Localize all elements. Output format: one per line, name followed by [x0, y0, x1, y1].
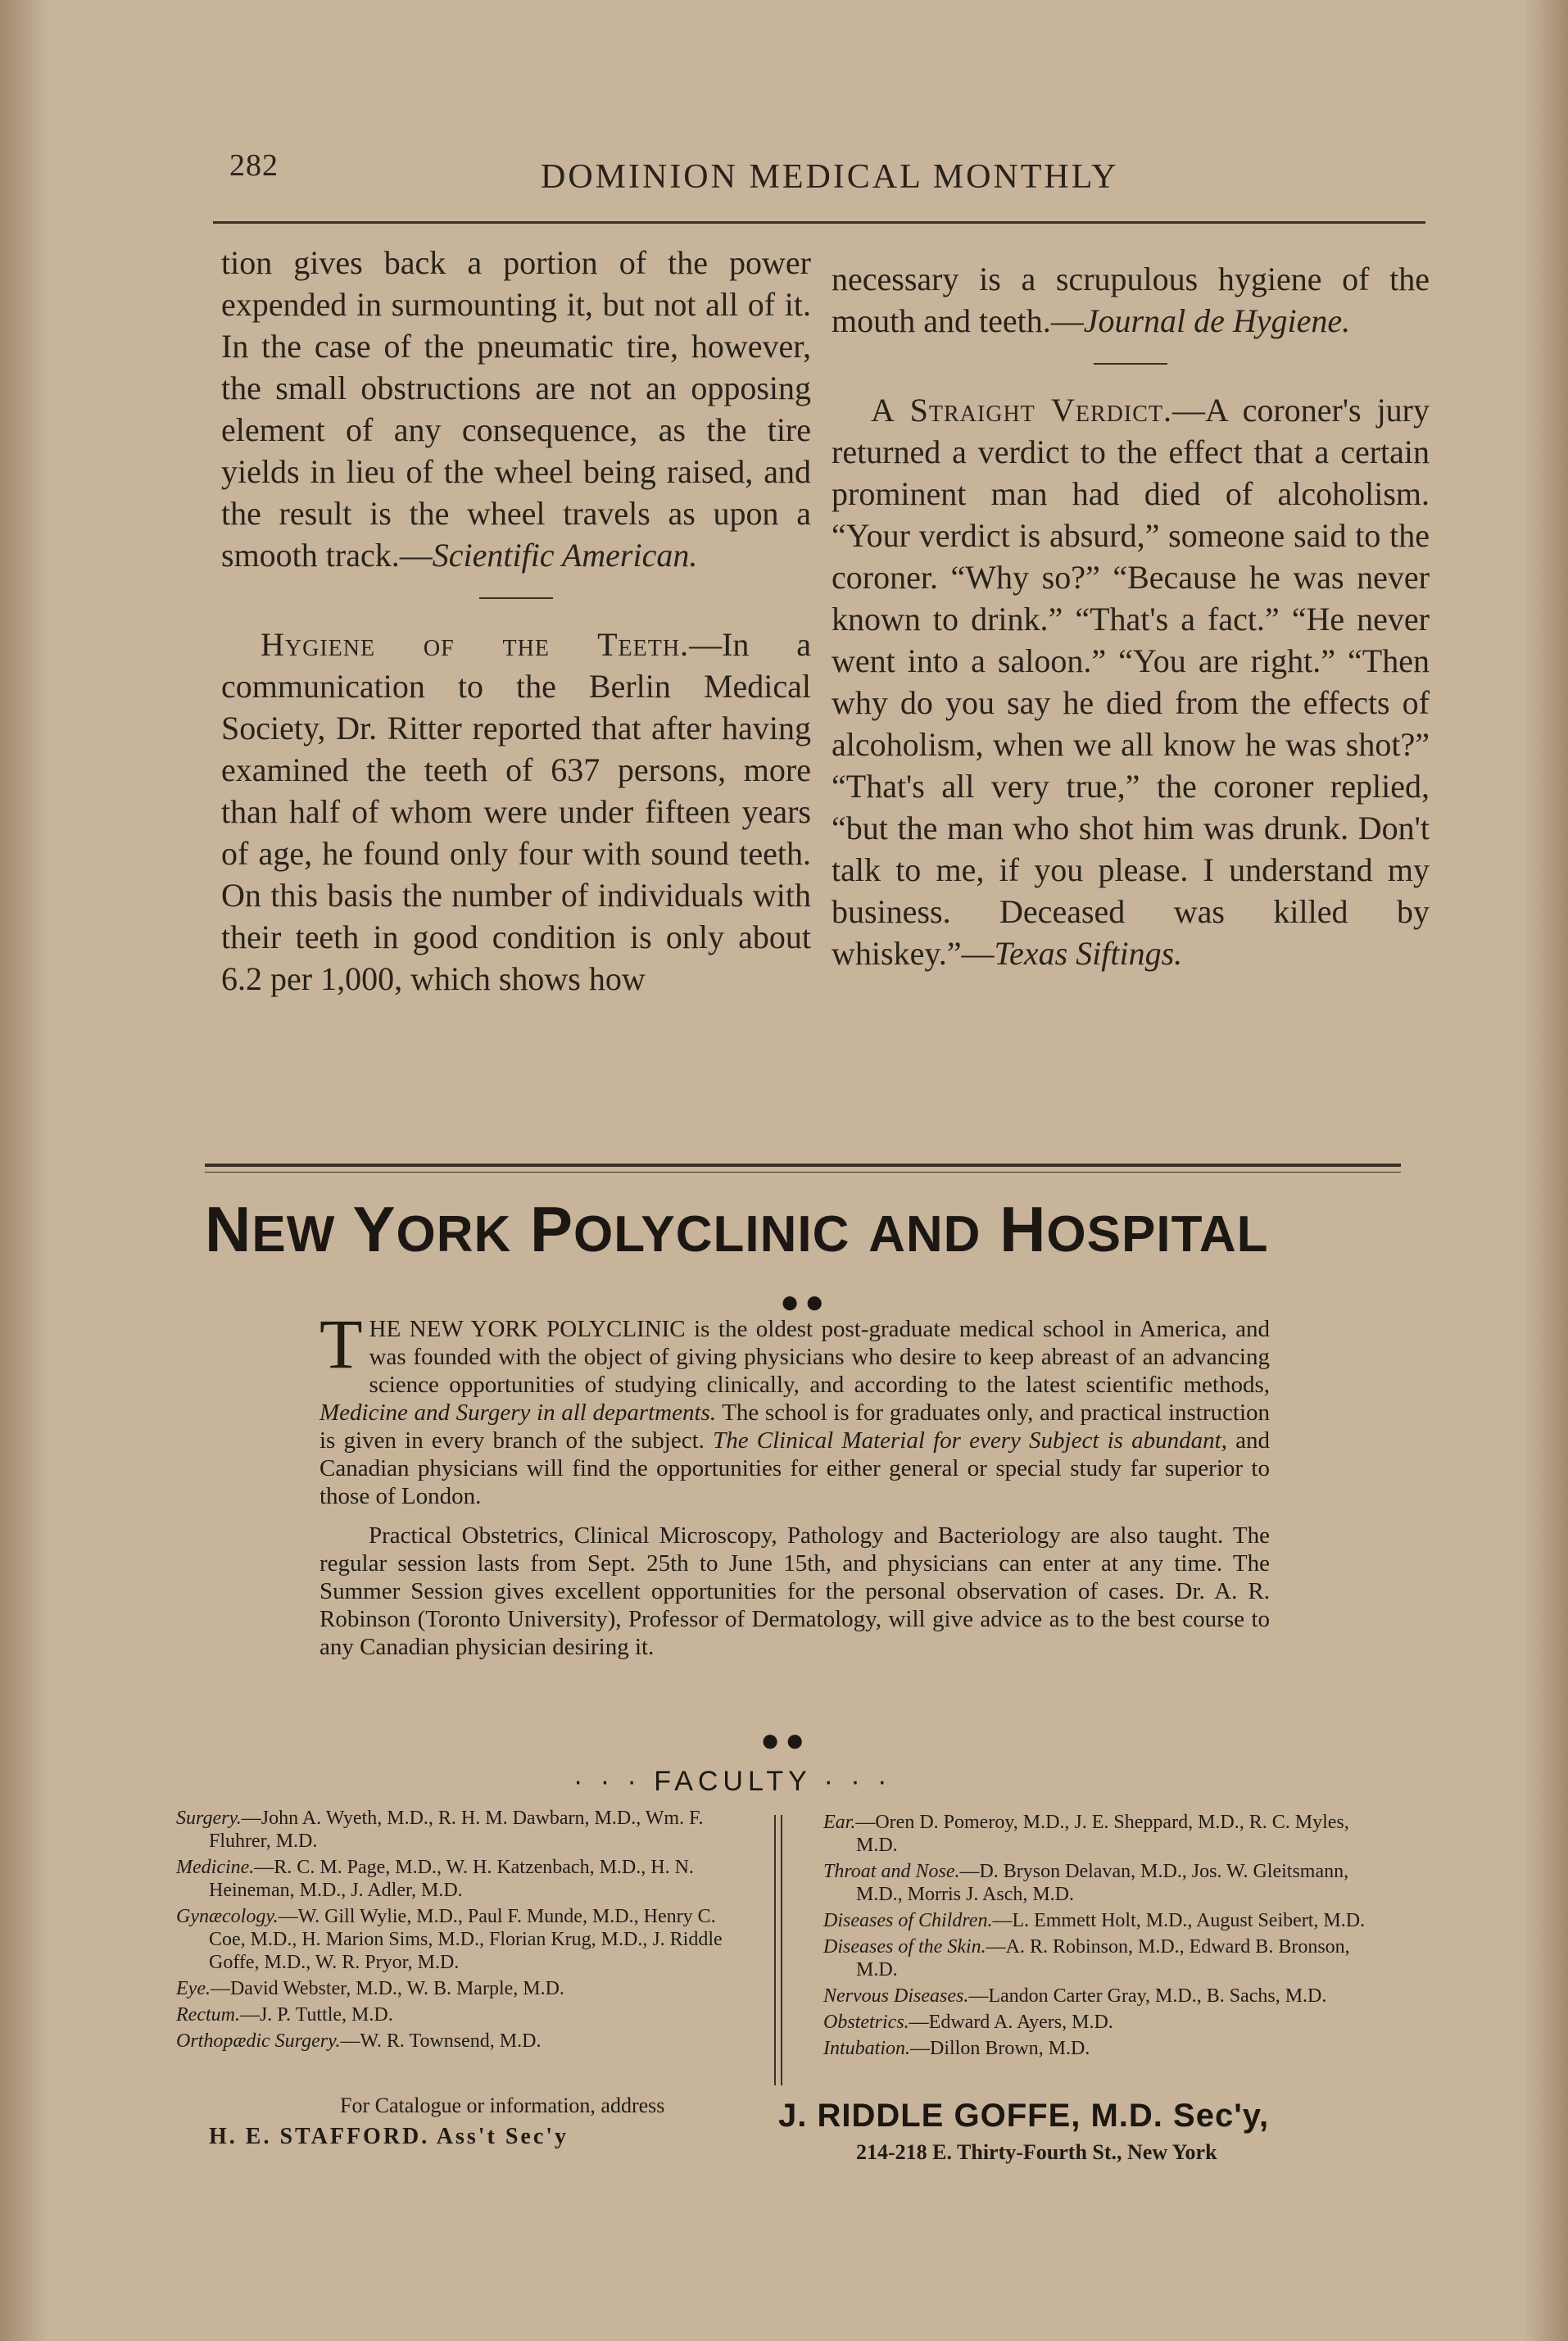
faculty-entry: Rectum.—J. P. Tuttle, M.D.: [176, 2004, 393, 2026]
ad-top-rule: [205, 1164, 1401, 1167]
journal-title: DOMINION MEDICAL MONTHLY: [541, 158, 1119, 196]
source-journal-de-hygiene: Journal de Hygiene.: [1083, 302, 1351, 339]
faculty-entry: Obstetrics.—Edward A. Ayers, M.D.: [823, 2012, 1113, 2033]
article-heading: Hygiene of the Teeth.: [261, 626, 690, 663]
right-column: [832, 258, 1430, 984]
left-column: [221, 242, 811, 1009]
ornament-dots: ●●: [780, 1283, 830, 1320]
source-scientific-american: Scientific American.: [432, 537, 698, 574]
faculty-entry: Gynæcology.—W. Gill Wylie, M.D., Paul F. Munde, M.D., Henry C. Coe, M.D., H. Marion Sims, M.D., Florian Krug, M.D., J. Riddle Goffe, M.D., W. R. Pryor, M.D.: [176, 1906, 723, 1973]
ad-paragraph-1: THE NEW YORK POLYCLINIC is the oldest post-graduate medical school in America, and was founded with the object of giving physicians who desire to keep abreast of an advancing science opportunities of studying clinically, and according to the latest scientific methods, Medicine and Surgery in all departments. The school is for graduates only, and practical instruction is given in every branch of the subject. The Clinical Material for every Subject is abundant, and Canadian physicians will find the opportunities for either general or special study far superior to those of London.: [319, 1304, 1271, 1509]
faculty-entry: Nervous Diseases.—Landon Carter Gray, M.D., B. Sachs, M.D.: [823, 1985, 1327, 2007]
faculty-entry: Throat and Nose.—D. Bryson Delavan, M.D., Jos. W. Gleitsmann, M.D., Morris J. Asch, M.D.: [823, 1861, 1349, 1905]
drop-cap: T: [319, 1304, 363, 1383]
article-hygiene-teeth: Hygiene of the Teeth.—In a communication to the Berlin Medical Society, Dr. Ritter reported that after having examined the teeth of 637 persons, more than half of whom were under fifteen years of age, he found only four with sound teeth. On this basis the number of individuals with their teeth in good condition is only about 6.2 per 1,000, which shows how: [221, 626, 811, 997]
ad-paragraph-2: Practical Obstetrics, Clinical Microscopy, Pathology and Bacteriology are also taught. The regular session lasts from Sept. 25th to June 15th, and physicians can enter at any time. The Summer Session gives excellent opportunities for the personal observation of cases. Dr. A. R. Robinson (Toronto University), Professor of Dermatology, will give advice as to the best course to any Canadian physician desiring it.: [319, 1522, 1270, 1660]
article-heading: A Straight Verdict.: [871, 392, 1173, 429]
ad-body: [319, 1304, 1271, 1672]
faculty-entry: Intubation.—Dillon Brown, M.D.: [823, 2038, 1090, 2059]
faculty-divider: [774, 1815, 776, 2085]
faculty-entry: Diseases of Children.—L. Emmett Holt, M.D., August Seibert, M.D.: [823, 1910, 1366, 1931]
faculty-entry: Eye.—David Webster, M.D., W. B. Marple, M.D.: [176, 1978, 564, 1999]
faculty-left-column: [176, 1807, 741, 2056]
left-para-continued: tion gives back a portion of the power expended in surmounting it, but not all of it. In the case of the pneumatic tire, however, the small obstructions are not an opposing element of any consequence, as the tire yields in lieu of the wheel being raised, and the result is the wheel travels as upon a smooth track.—Scientific American.: [221, 244, 811, 574]
section-separator: [479, 597, 553, 599]
ad-top-rule-thin: [205, 1172, 1401, 1173]
faculty-entry: Surgery.—John A. Wyeth, M.D., R. H. M. Dawbarn, M.D., Wm. F. Fluhrer, M.D.: [176, 1808, 704, 1852]
faculty-right-column: [823, 1811, 1389, 2063]
goffe-contact: J. RIDDLE GOFFE, M.D. Sec'y,: [778, 2098, 1270, 2134]
faculty-heading: · · · FACULTY · · ·: [573, 1766, 892, 1797]
article-straight-verdict: A Straight Verdict.—A coroner's jury returned a verdict to the effect that a certain prominent man had died of alcoholism. “Your verdict is absurd,” someone said to the coroner. “Why so?” “Because he was never known to drink.” “That's a fact.” “He never went into a saloon.” “You are right.” “Then why do you say he died from the effects of alcoholism, when we all know he was shot?” “That's all very true,” the coroner replied, “but the man who shot him was drunk. Don't talk to me, if you please. I understand my business. Deceased was killed by whiskey.”—Texas Siftings.: [832, 392, 1430, 972]
goffe-address: 214-218 E. Thirty-Fourth St., New York: [856, 2140, 1217, 2164]
page-number: 282: [229, 148, 279, 183]
faculty-entry: Orthopædic Surgery.—W. R. Townsend, M.D.: [176, 2030, 542, 2052]
section-separator: [1094, 363, 1167, 365]
faculty-divider: [781, 1815, 782, 2085]
catalogue-line: For Catalogue or information, address: [340, 2094, 665, 2117]
right-para-continued: necessary is a scrupulous hygiene of the mouth and teeth.—Journal de Hygiene.: [832, 261, 1430, 339]
faculty-entry: Medicine.—R. C. M. Page, M.D., W. H. Katzenbach, M.D., H. N. Heineman, M.D., J. Adler, M.D.: [176, 1857, 694, 1901]
ad-title: NEW YORK POLYCLINIC AND HOSPITAL: [205, 1193, 1269, 1265]
faculty-entry: Diseases of the Skin.—A. R. Robinson, M.D., Edward B. Bronson, M.D.: [823, 1936, 1350, 1980]
header-rule: [213, 221, 1425, 224]
ornament-dots-2: ●●: [760, 1722, 810, 1758]
faculty-entry: Ear.—Oren D. Pomeroy, M.D., J. E. Sheppard, M.D., R. C. Myles, M.D.: [823, 1812, 1349, 1856]
page-header: [229, 147, 1425, 213]
stafford-contact: H. E. STAFFORD. Ass't Sec'y: [209, 2124, 569, 2149]
source-texas-siftings: Texas Siftings.: [994, 935, 1183, 972]
